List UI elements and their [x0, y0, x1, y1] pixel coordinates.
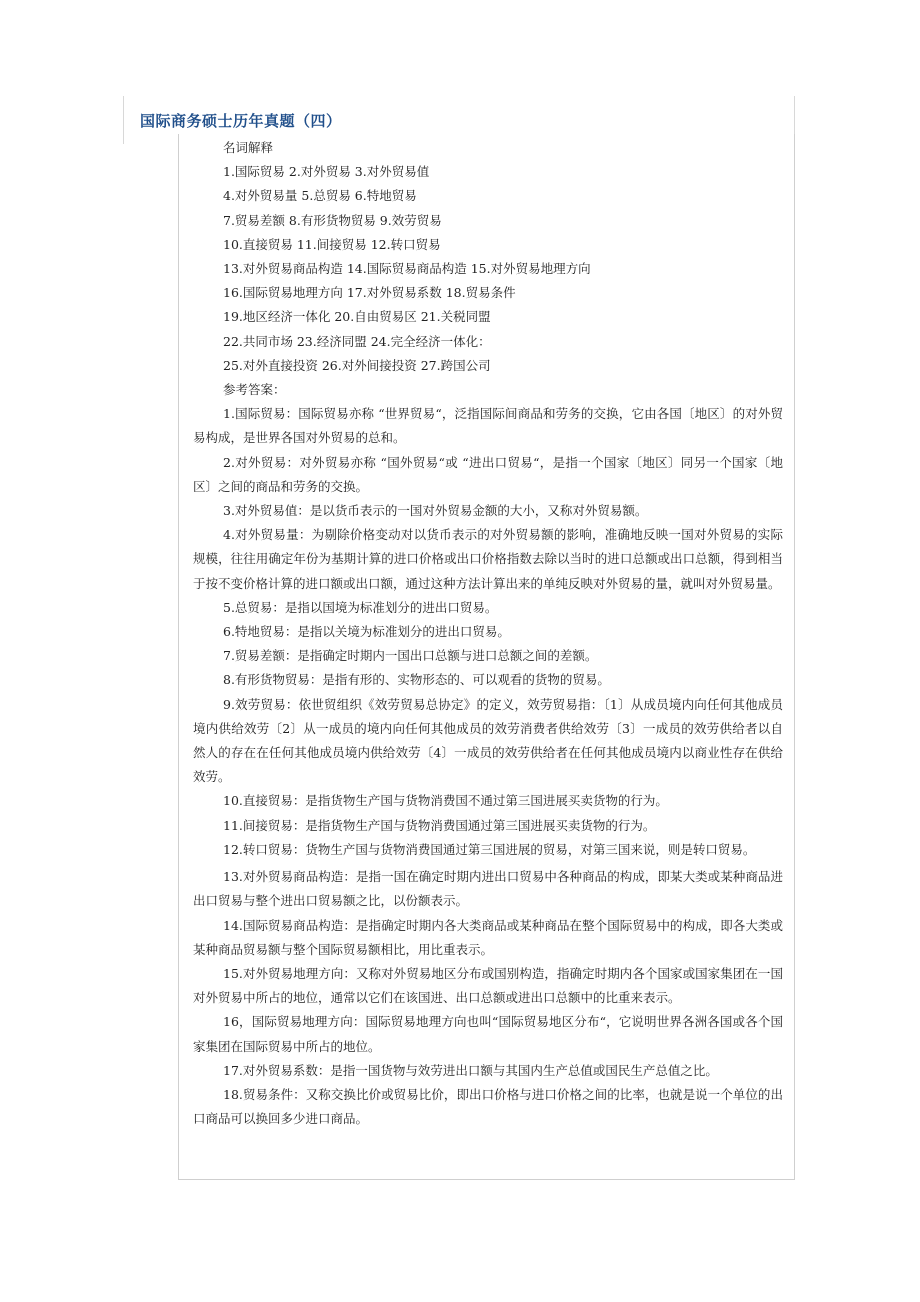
answer-paragraph: 9.效劳贸易：依世贸组织《效劳贸易总协定》的定义，效劳贸易指：〔1〕从成员境内向任何其他成员境内供给效劳〔2〕从一成员的境内向任何其他成员的效劳消费者供给效劳〔3〕一成员的效劳供给者以自然人的存在在任何其他成员境内供给效劳〔4〕一成员的效劳供给者在任何其他成员境内以商业性存在供给效劳。: [193, 696, 783, 785]
answer-paragraph: 15.对外贸易地理方向：又称对外贸易地区分布或国别构造，指确定时期内各个国家或国家集团在一国对外贸易中所占的地位，通常以它们在该国进、出口总额或进出口总额中的比重来表示。: [193, 965, 783, 1006]
term-line: 16.国际贸易地理方向 17.对外贸易系数 18.贸易条件: [223, 285, 516, 301]
section-heading-answers: 参考答案：: [223, 382, 286, 398]
answer-paragraph: 5.总贸易：是指以国境为标准划分的进出口贸易。: [223, 599, 498, 615]
answer-paragraph: 10.直接贸易：是指货物生产国与货物消费国不通过第三国进展买卖货物的行为。: [223, 793, 668, 809]
section-heading-terms: 名词解释: [223, 140, 274, 155]
answer-paragraph: 1.国际贸易：国际贸易亦称 “世界贸易“，泛指国际间商品和劳务的交换，它由各国〔地区〕的对外贸易构成，是世界各国对外贸易的总和。: [193, 406, 783, 446]
answer-paragraph: 2.对外贸易：对外贸易亦称 “国外贸易“或 “进出口贸易“，是指一个国家〔地区〕同另一个国家〔地区〕之间的商品和劳务的交换。: [193, 454, 783, 494]
term-line: 13.对外贸易商品构造 14.国际贸易商品构造 15.对外贸易地理方向: [223, 261, 591, 277]
document-body: [193, 136, 783, 1131]
answer-paragraph: 11.间接贸易：是指货物生产国与货物消费国通过第三国进展买卖货物的行为。: [223, 817, 656, 833]
term-line: 22.共同市场 23.经济同盟 24.完全经济一体化：: [223, 333, 491, 349]
answer-paragraph: 12.转口贸易：货物生产国与货物消费国通过第三国进展的贸易，对第三国来说，则是转口贸易。: [223, 841, 756, 857]
term-line: 7.贸易差额 8.有形货物贸易 9.效劳贸易: [223, 212, 442, 228]
answer-paragraph: 17.对外贸易系数：是指一国货物与效劳进出口额与其国内生产总值或国民生产总值之比。: [223, 1062, 718, 1078]
page-title: 国际商务硕士历年真题（四）: [140, 112, 342, 130]
answer-paragraph: 13.对外贸易商品构造：是指一国在确定时期内进出口贸易中各种商品的构成，即某大类或某种商品进出口贸易与整个进出口贸易额之比，以份额表示。: [193, 869, 783, 909]
term-line: 1.国际贸易 2.对外贸易 3.对外贸易值: [223, 164, 430, 180]
answer-paragraph: 7.贸易差额：是指确定时期内一国出口总额与进口总额之间的差额。: [223, 648, 598, 664]
frame-left-border: [123, 96, 124, 144]
term-line: 10.直接贸易 11.间接贸易 12.转口贸易: [223, 236, 441, 252]
answer-paragraph: 4.对外贸易量：为剔除价格变动对以货币表示的对外贸易额的影响，准确地反映一国对外贸易的实际规模，往往用确定年份为基期计算的进口价格或出口价格指数去除以当时的进口总额或出口总额，得到相当于按不变价格计算的进口额或出口额，通过这种方法计算出来的单纯反映对外贸易的量，就叫对外贸易量。: [193, 527, 783, 591]
answer-paragraph: 16，国际贸易地理方向：国际贸易地理方向也叫“国际贸易地区分布“，它说明世界各洲各国或各个国家集团在国际贸易中所占的地位。: [193, 1014, 783, 1054]
answer-paragraph: 18.贸易条件：又称交换比价或贸易比价，即出口价格与进口价格之间的比率，也就是说一个单位的出口商品可以换回多少进口商品。: [193, 1086, 783, 1127]
frame-right-border: [794, 96, 795, 136]
answer-paragraph: 8.有形货物贸易：是指有形的、实物形态的、可以观看的货物的贸易。: [223, 672, 610, 688]
term-line: 19.地区经济一体化 20.自由贸易区 21.关税同盟: [223, 309, 491, 325]
term-line: 4.对外贸易量 5.总贸易 6.特地贸易: [223, 188, 417, 204]
term-line: 25.对外直接投资 26.对外间接投资 27.跨国公司: [223, 357, 491, 373]
answer-paragraph: 3.对外贸易值：是以货币表示的一国对外贸易金额的大小，又称对外贸易额。: [223, 503, 648, 519]
answer-paragraph: 6.特地贸易：是指以关境为标准划分的进出口贸易。: [223, 624, 510, 640]
answer-paragraph: 14.国际贸易商品构造：是指确定时期内各大类商品或某种商品在整个国际贸易中的构成，即各大类或某种商品贸易额与整个国际贸易额相比，用比重表示。: [193, 917, 783, 957]
